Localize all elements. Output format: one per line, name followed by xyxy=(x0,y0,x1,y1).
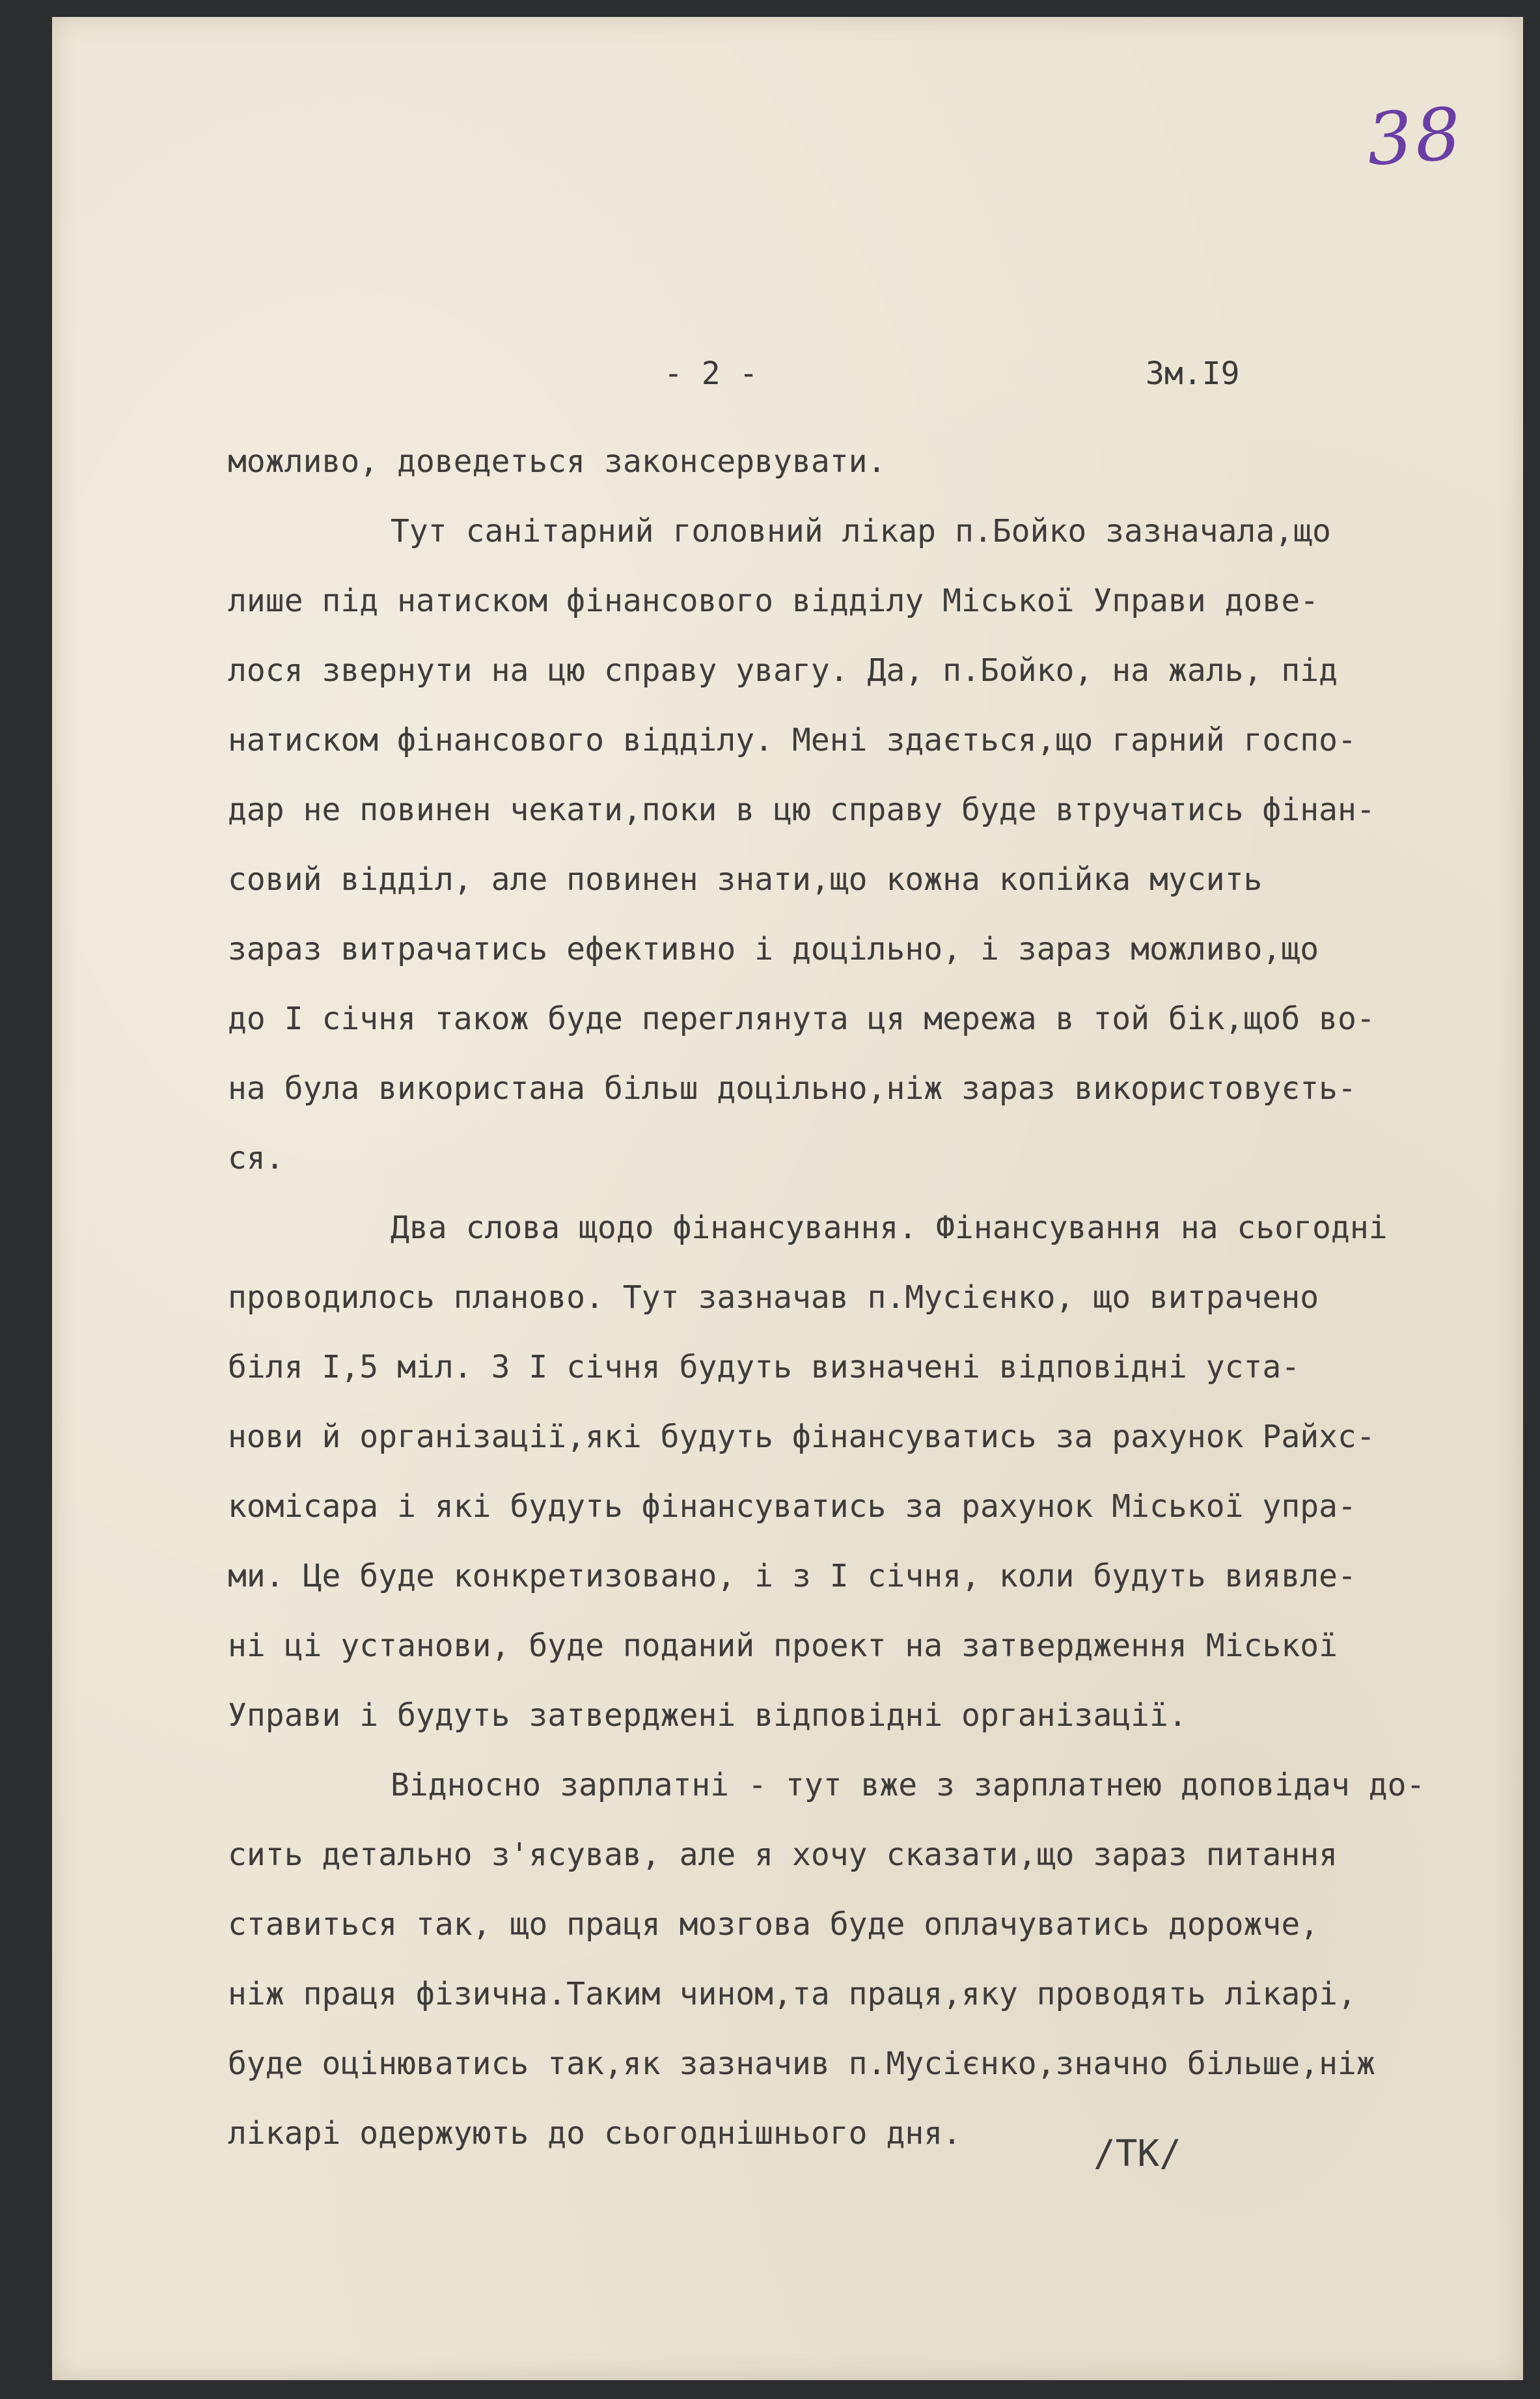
text-line: Два слова щодо фінансування. Фінансування на сьогодні xyxy=(391,1210,1388,1246)
text-line: лише під натиском фінансового відділу Міської Управи дове- xyxy=(228,583,1319,619)
text-line: лікарі одержують до сьогоднішнього дня. xyxy=(228,2115,962,2152)
text-line: нови й організації,які будуть фінансуватись за рахунок Райхс- xyxy=(228,1419,1375,1455)
text-line: сить детально з'ясував, але я хочу сказати,що зараз питання xyxy=(228,1837,1338,1873)
text-line: натиском фінансового відділу. Мені здається,що гарний госпо- xyxy=(228,722,1356,758)
page-number: - 2 - xyxy=(664,355,758,392)
text-line: буде оцінюватись так,як зазначив п.Мусієнко,значно більше,ніж xyxy=(228,2045,1375,2082)
text-line: ставиться так, що праця мозгова буде оплачуватись дорожче, xyxy=(228,1906,1319,1943)
archive-page-number: 38 xyxy=(1364,91,1466,182)
text-line: дар не повинен чекати,поки в цю справу буде втручатись фінан- xyxy=(228,792,1375,828)
text-line: біля I,5 міл. З I січня будуть визначені відповідні уста- xyxy=(228,1349,1300,1385)
text-line: ми. Це буде конкретизовано, і з I січня, коли будуть виявле- xyxy=(228,1558,1356,1594)
text-line: лося звернути на цю справу увагу. Да, п.Бойко, на жаль, під xyxy=(228,652,1338,689)
text-line: можливо, доведеться законсервувати. xyxy=(228,443,887,480)
text-line: Відносно зарплатні - тут вже з зарплатнею доповідач до- xyxy=(391,1767,1425,1803)
text-line: совий відділ, але повинен знати,що кожна копійка мусить xyxy=(228,861,1263,898)
text-line: ніж праця фізична.Таким чином,та праця,яку проводять лікарі, xyxy=(228,1976,1356,2012)
text-line: на була використана більш доцільно,ніж зараз використовуєть- xyxy=(228,1070,1356,1107)
text-line: ся. xyxy=(228,1140,284,1176)
signature-initials: /ТК/ xyxy=(1093,2133,1181,2175)
document-code: Зм.I9 xyxy=(1146,355,1240,392)
document-page xyxy=(52,17,1523,2380)
page-header xyxy=(52,355,1523,395)
text-line: Тут санітарний головний лікар п.Бойко зазначала,що xyxy=(391,513,1331,549)
text-line: зараз витрачатись ефективно і доцільно, і зараз можливо,що xyxy=(228,931,1319,967)
body-text xyxy=(228,427,1510,2169)
text-line: ні ці установи, буде поданий проект на затвердження Міської xyxy=(228,1628,1338,1664)
text-line: Управи і будуть затверджені відповідні організації. xyxy=(228,1697,1187,1734)
text-line: до I січня також буде переглянута ця мережа в той бік,щоб во- xyxy=(228,1001,1375,1037)
text-line: комісара і які будуть фінансуватись за рахунок Міської упра- xyxy=(228,1488,1356,1525)
text-line: проводилось планово. Тут зазначав п.Мусієнко, що витрачено xyxy=(228,1279,1319,1316)
